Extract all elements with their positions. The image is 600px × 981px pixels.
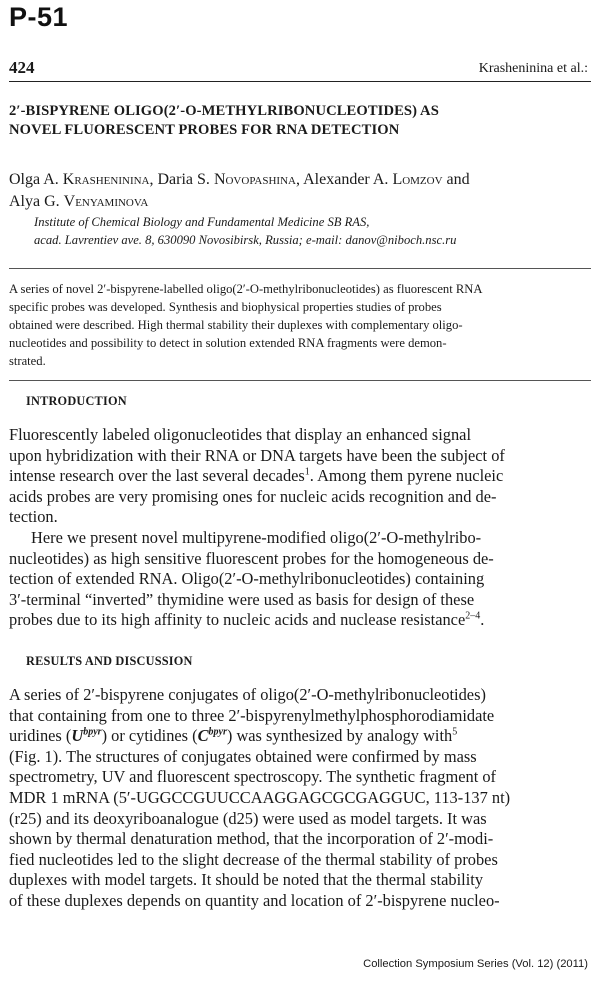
- author-separator: and: [442, 171, 470, 188]
- body-text-run: probes due to its high affinity to nucleic acids and nuclease resistance: [9, 610, 466, 630]
- bpyr-superscript: bpyr: [83, 726, 102, 738]
- body-line: Here we present novel multipyrene-modified oligo(2′-O-methylribo-: [31, 527, 482, 547]
- body-text-run: intense research over the last several decades: [9, 466, 305, 486]
- body-line: [9, 610, 590, 631]
- author-given-name: Daria S.: [157, 171, 210, 188]
- poster-id: P-51: [9, 2, 69, 32]
- body-line: shown by thermal denaturation method, that the incorporation of 2′-modi-: [9, 829, 494, 849]
- page-number: 424: [9, 58, 35, 77]
- running-head: Krasheninina et al.:: [478, 61, 588, 76]
- author-surname: Krasheninina: [62, 171, 150, 188]
- author-given-name: Olga A.: [9, 171, 59, 188]
- uridine-symbol: U: [71, 726, 84, 746]
- citation-superscript: 2–4: [465, 610, 481, 622]
- bpyr-superscript: bpyr: [208, 726, 227, 738]
- body-line: fied nucleotides led to the slight decrease of the thermal stability of probes: [9, 849, 498, 869]
- body-text-run: .: [480, 610, 485, 630]
- body-line: [9, 466, 590, 487]
- body-line: Fluorescently labeled oligonucleotides that display an enhanced signal: [9, 425, 471, 444]
- introduction-body: [9, 425, 590, 631]
- body-line: (r25) and its deoxyriboanalogue (d25) were used as model targets. It was: [9, 808, 487, 828]
- footer-citation: Collection Symposium Series (Vol. 12) (2011): [363, 958, 588, 970]
- body-line: tection.: [9, 507, 58, 527]
- body-line: MDR 1 mRNA (5′-UGGCCGUUCCAAGGAGCGCGAGGUC, 113-137 nt): [9, 787, 511, 807]
- author-line-1: [9, 169, 589, 191]
- author-list: [9, 169, 589, 213]
- body-line: nucleotides) as high sensitive fluorescent probes for the homogeneous de-: [9, 548, 494, 568]
- abstract-line: A series of novel 2′-bispyrene-labelled oligo(2′-O-methylribonucleotides) as fluorescent RNA: [9, 282, 483, 296]
- article-title: [9, 102, 589, 140]
- affiliation-line-2: acad. Lavrentiev ave. 8, 630090 Novosibirsk, Russia; e-mail: danov@niboch.nsc.ru: [34, 233, 457, 247]
- affiliation-line-1: Institute of Chemical Biology and Fundamental Medicine SB RAS,: [34, 215, 370, 229]
- title-line-1: 2′-BISPYRENE OLIGO(2′-O-METHYLRIBONUCLEOTIDES) AS: [9, 103, 439, 119]
- body-line: (Fig. 1). The structures of conjugates obtained were confirmed by mass: [9, 746, 477, 766]
- body-text-run: ) or cytidines (: [101, 726, 198, 746]
- abstract-rule-bottom: [9, 380, 591, 381]
- citation-superscript: 5: [452, 726, 458, 738]
- author-surname: Venyaminova: [63, 193, 149, 210]
- author-line-2: [9, 191, 589, 213]
- body-text-run: ) was synthesized by analogy with: [226, 726, 453, 746]
- author-surname: Lomzov: [392, 171, 443, 188]
- body-text-run: . Among them pyrene nucleic: [309, 466, 504, 486]
- section-heading-introduction: INTRODUCTION: [26, 394, 127, 408]
- body-line: [9, 726, 590, 747]
- body-line: that containing from one to three 2′-bispyrenylmethylphosphorodiamidate: [9, 705, 495, 725]
- section-heading-results: RESULTS AND DISCUSSION: [26, 654, 193, 668]
- body-line: duplexes with model targets. It should be noted that the thermal stability: [9, 870, 484, 890]
- body-line: acids probes are very promising ones for nucleic acids recognition and de-: [9, 486, 497, 506]
- author-given-name: Alya G.: [9, 193, 60, 210]
- author-surname: Novopashina: [213, 171, 296, 188]
- citation-superscript: 1: [304, 466, 310, 478]
- body-line: of these duplexes depends on quantity and location of 2′-bispyrene nucleo-: [9, 890, 500, 910]
- cytidine-symbol: C: [197, 726, 209, 746]
- header-rule: [9, 81, 591, 82]
- abstract-line: strated.: [9, 354, 46, 368]
- body-line: A series of 2′-bispyrene conjugates of oligo(2′-O-methylribonucleotides): [9, 685, 486, 704]
- abstract-line: obtained were described. High thermal stability their duplexes with complementary oligo-: [9, 318, 463, 332]
- abstract: [9, 280, 590, 370]
- affiliation: [34, 213, 594, 249]
- body-line: spectrometry, UV and fluorescent spectroscopy. The synthetic fragment of: [9, 767, 497, 787]
- body-line: 3′-terminal “inverted” thymidine were used as basis for design of these: [9, 589, 475, 609]
- body-line: tection of extended RNA. Oligo(2′-O-methylribonucleotides) containing: [9, 569, 485, 589]
- author-separator: ,: [296, 171, 304, 188]
- title-line-2: NOVEL FLUORESCENT PROBES FOR RNA DETECTION: [9, 122, 400, 138]
- author-given-name: Alexander A.: [303, 171, 389, 188]
- body-line: upon hybridization with their RNA or DNA targets have been the subject of: [9, 445, 505, 465]
- abstract-rule-top: [9, 268, 591, 269]
- author-separator: ,: [149, 171, 158, 188]
- abstract-line: specific probes was developed. Synthesis and biophysical properties studies of probes: [9, 300, 442, 314]
- abstract-line: nucleotides and possibility to detect in solution extended RNA fragments were demon-: [9, 336, 447, 350]
- body-text-run: uridines (: [9, 726, 72, 746]
- results-body: [9, 685, 590, 912]
